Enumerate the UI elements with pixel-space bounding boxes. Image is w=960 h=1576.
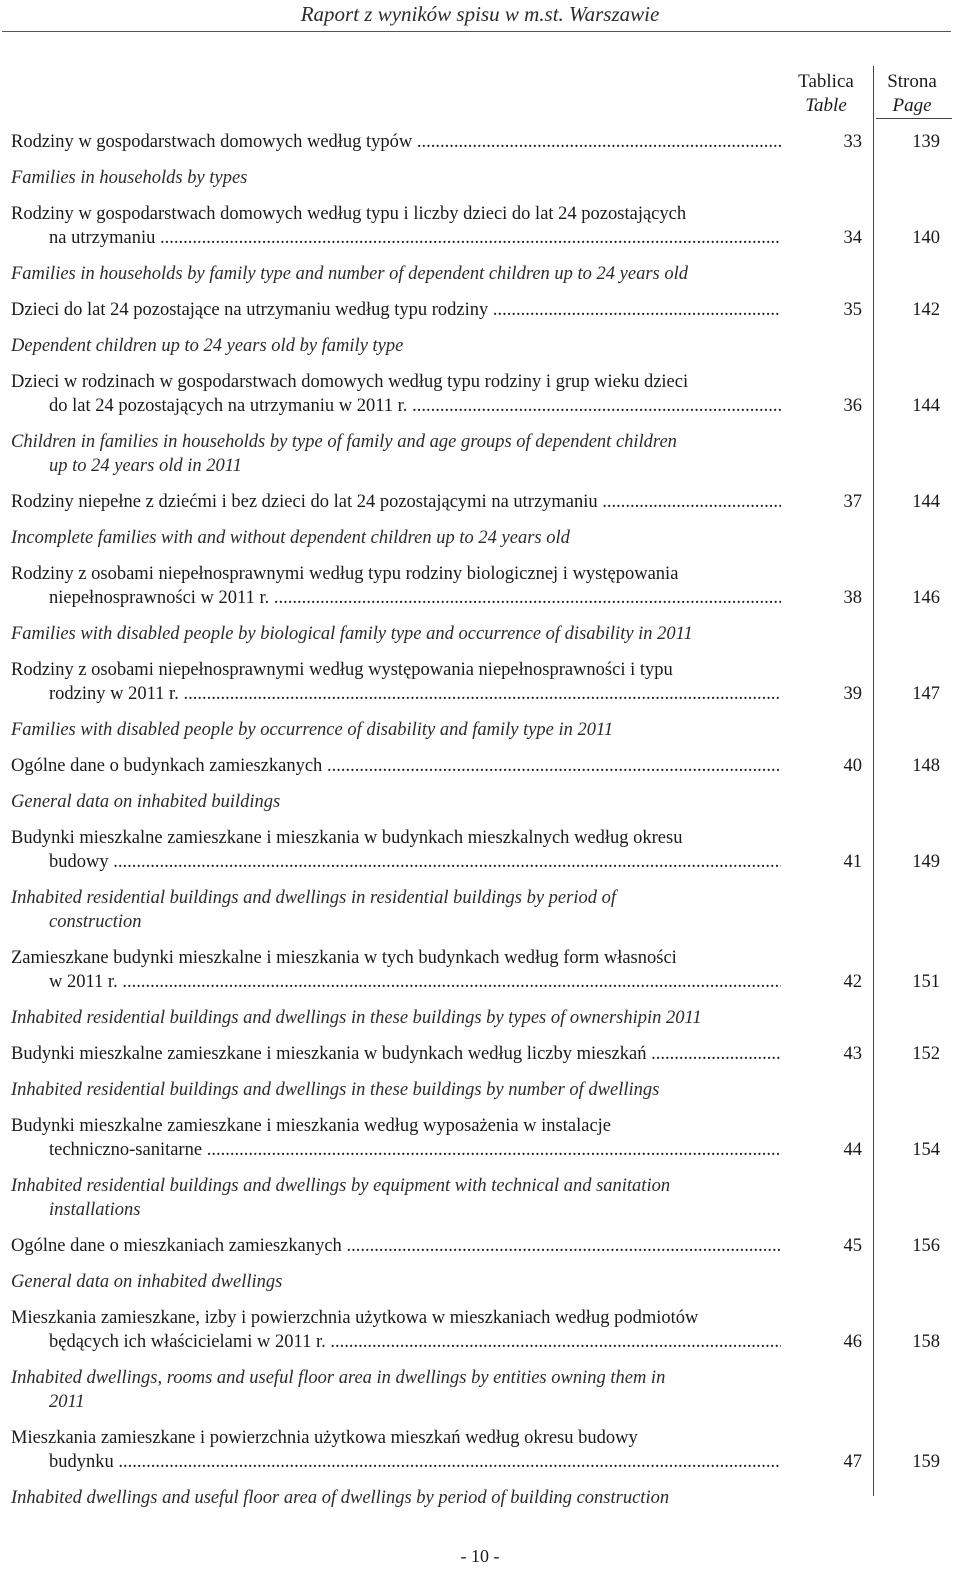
- toc-page-number: 144: [912, 492, 940, 512]
- column-header-table-pl: Tablica: [798, 71, 854, 92]
- toc-table-number: 43: [843, 1044, 862, 1064]
- toc-entry-english-line: General data on inhabited buildings: [11, 792, 281, 812]
- toc-entry: [11, 658, 951, 706]
- toc-table-number: 33: [843, 132, 862, 152]
- toc-entry: [11, 1426, 951, 1474]
- toc-entry-polish-line: w 2011 r. .....: [11, 970, 781, 994]
- toc-table-number: 45: [843, 1236, 862, 1256]
- toc-entry: [11, 370, 951, 418]
- toc-entry-polish-line: techniczno-sanitarne .....: [11, 1138, 781, 1162]
- toc-entry: [11, 562, 951, 610]
- toc-entry-english-line: Inhabited dwellings, rooms and useful floor area in dwellings by entities owning them in: [11, 1368, 666, 1388]
- toc-entry: [11, 490, 951, 514]
- toc-entry-polish-line: Dzieci w rodzinach w gospodarstwach domowych według typu rodziny i grup wieku dzieci: [11, 372, 689, 392]
- toc-entry-polish-line: Budynki mieszkalne zamieszkane i mieszkania w budynkach według liczby mieszkań .....: [11, 1042, 781, 1066]
- toc-table-number: 36: [843, 396, 862, 416]
- toc-entry-polish-title: [11, 298, 781, 322]
- toc-entry-polish-line: Rodziny z osobami niepełnosprawnymi według typu rodziny biologicznej i występowania: [11, 564, 679, 584]
- toc-entry: [11, 946, 951, 994]
- toc-entry-english-title: [11, 1174, 771, 1222]
- toc-entry-polish-line: budynku .....: [11, 1450, 781, 1474]
- toc-entry-polish-title: [11, 1306, 781, 1354]
- toc-table-number: 39: [843, 684, 862, 704]
- toc-table-number: 40: [843, 756, 862, 776]
- toc-entry: [11, 202, 951, 250]
- toc-entry-english-title: [11, 718, 771, 742]
- toc-entry-english-line: Families in households by types: [11, 168, 248, 188]
- toc-entry-polish-line: na utrzymaniu .....: [11, 226, 781, 250]
- toc-entry-polish-line: Ogólne dane o mieszkaniach zamieszkanych .....: [11, 1234, 781, 1258]
- toc-entry-polish-title: [11, 130, 781, 154]
- toc-entry-polish-title: [11, 826, 781, 874]
- toc-entry-english-title: [11, 334, 771, 358]
- toc-entry-polish-line: będących ich właścicielami w 2011 r. .....: [11, 1330, 781, 1354]
- toc-page-number: 142: [912, 300, 940, 320]
- toc-entry-polish-line: Dzieci do lat 24 pozostające na utrzymaniu według typu rodziny .....: [11, 298, 781, 322]
- toc-entry: [11, 298, 951, 322]
- toc-entry-english-line: Inhabited residential buildings and dwellings in residential buildings by period of: [11, 888, 616, 908]
- toc-entry-polish-title: [11, 1042, 781, 1066]
- toc-entry-polish-title: [11, 1114, 781, 1162]
- toc-entry-polish-line: Rodziny z osobami niepełnosprawnymi według występowania niepełnosprawności i typu: [11, 660, 673, 680]
- toc-entry: [11, 1306, 951, 1354]
- toc-entry-english-line: Inhabited residential buildings and dwellings in these buildings by number of dwellings: [11, 1080, 660, 1100]
- toc-table-number: 44: [843, 1140, 862, 1160]
- toc-table-number: 47: [843, 1452, 862, 1472]
- toc-entry-polish-title: [11, 562, 781, 610]
- toc-entry-english-title: [11, 886, 771, 934]
- toc-entry-english-title: [11, 1366, 771, 1414]
- toc-entry-english-title: [11, 526, 771, 550]
- column-header-table-en: Table: [805, 95, 847, 116]
- toc-table-number: 41: [843, 852, 862, 872]
- toc-page-number: 151: [912, 972, 940, 992]
- toc-entry-polish-line: budowy .....: [11, 850, 781, 874]
- toc-page-number: 149: [912, 852, 940, 872]
- column-header-page-pl: Strona: [887, 71, 937, 92]
- toc-entry-polish-line: rodziny w 2011 r. .....: [11, 682, 781, 706]
- toc-entry-polish-title: [11, 202, 781, 250]
- toc-table-number: 35: [843, 300, 862, 320]
- toc-entry-polish-line: Rodziny w gospodarstwach domowych według typu i liczby dzieci do lat 24 pozostających: [11, 204, 687, 224]
- toc-entry: [11, 1114, 951, 1162]
- toc-entry-polish-title: [11, 1426, 781, 1474]
- toc-entry: [11, 1234, 951, 1258]
- toc-page-number: 159: [912, 1452, 940, 1472]
- toc-page-number: 156: [912, 1236, 940, 1256]
- toc-page-number: 140: [912, 228, 940, 248]
- toc-entry-english-title: [11, 1270, 771, 1294]
- toc-entry-polish-line: Rodziny w gospodarstwach domowych według typów .....: [11, 130, 781, 154]
- toc-page-number: 158: [912, 1332, 940, 1352]
- toc-page-number: 139: [912, 132, 940, 152]
- toc-entry-english-title: [11, 1006, 771, 1030]
- toc-entry-english-line: Families with disabled people by biological family type and occurrence of disability in 2011: [11, 624, 693, 644]
- toc-entry-english-line: construction: [49, 912, 142, 932]
- toc-entry-polish-line: Budynki mieszkalne zamieszkane i mieszkania w budynkach mieszkalnych według okresu: [11, 828, 683, 848]
- toc-entry-english-title: [11, 790, 771, 814]
- toc-entry-polish-line: Rodziny niepełne z dziećmi i bez dzieci do lat 24 pozostającymi na utrzymaniu .....: [11, 490, 781, 514]
- toc-entry-english-line: Families with disabled people by occurrence of disability and family type in 2011: [11, 720, 614, 740]
- toc-table-number: 34: [843, 228, 862, 248]
- toc-entry-english-line: Families in households by family type and number of dependent children up to 24 years old: [11, 264, 689, 284]
- toc-page-number: 148: [912, 756, 940, 776]
- page-number: - 10 -: [460, 1546, 500, 1566]
- toc-page-number: 154: [912, 1140, 940, 1160]
- toc-entry-english-title: [11, 1486, 771, 1510]
- toc-entry-polish-title: [11, 658, 781, 706]
- toc-entry-english-title: [11, 622, 771, 646]
- report-title: Raport z wyników spisu w m.st. Warszawie: [300, 2, 660, 26]
- toc-entry-english-title: [11, 166, 771, 190]
- toc-entry-english-line: Children in families in households by type of family and age groups of dependent children: [11, 432, 677, 452]
- toc-entry-english-line: General data on inhabited dwellings: [11, 1272, 283, 1292]
- toc-entry-polish-line: Budynki mieszkalne zamieszkane i mieszkania według wyposażenia w instalacje: [11, 1116, 612, 1136]
- toc-table-number: 38: [843, 588, 862, 608]
- toc-entry-polish-title: [11, 1234, 781, 1258]
- toc-table-number: 46: [843, 1332, 862, 1352]
- toc-entry-polish-line: Ogólne dane o budynkach zamieszkanych .....: [11, 754, 781, 778]
- toc-entry-english-title: [11, 430, 771, 478]
- toc-entry-english-line: Inhabited residential buildings and dwellings in these buildings by types of ownershipin 2011: [11, 1008, 702, 1028]
- toc-page-number: 152: [912, 1044, 940, 1064]
- toc-entry-english-line: up to 24 years old in 2011: [49, 456, 242, 476]
- toc-entry-english-line: Dependent children up to 24 years old by family type: [11, 336, 404, 356]
- toc-entry: [11, 1042, 951, 1066]
- toc-entry-english-line: Inhabited dwellings and useful floor area of dwellings by period of building construction: [11, 1488, 670, 1508]
- toc-page-number: 146: [912, 588, 940, 608]
- toc-page-number: 144: [912, 396, 940, 416]
- toc-entry: [11, 754, 951, 778]
- toc-entry-english-title: [11, 262, 771, 286]
- toc-entry-english-title: [11, 1078, 771, 1102]
- toc-entry-polish-title: [11, 490, 781, 514]
- toc-entry: [11, 826, 951, 874]
- toc-entry: [11, 130, 951, 154]
- toc-entry-polish-line: do lat 24 pozostających na utrzymaniu w 2011 r. .....: [11, 394, 781, 418]
- toc-entry-polish-line: niepełnosprawności w 2011 r. .....: [11, 586, 781, 610]
- toc-entry-polish-title: [11, 370, 781, 418]
- toc-table-number: 42: [843, 972, 862, 992]
- toc-entry-polish-line: Mieszkania zamieszkane, izby i powierzchnia użytkowa w mieszkaniach według podmiotów: [11, 1308, 699, 1328]
- toc-entry-polish-title: [11, 754, 781, 778]
- toc-entry-english-line: Inhabited residential buildings and dwellings by equipment with technical and sanitation: [11, 1176, 671, 1196]
- column-header-page-en: Page: [892, 95, 932, 116]
- toc-page-number: 147: [912, 684, 940, 704]
- toc-entry-polish-line: Zamieszkane budynki mieszkalne i mieszkania w tych budynkach według form własności: [11, 948, 677, 968]
- toc-table-number: 37: [843, 492, 862, 512]
- toc-entry-polish-title: [11, 946, 781, 994]
- toc-entry-english-line: installations: [49, 1200, 141, 1220]
- toc-entry-english-line: Incomplete families with and without dependent children up to 24 years old: [11, 528, 570, 548]
- toc-entry-polish-line: Mieszkania zamieszkane i powierzchnia użytkowa mieszkań według okresu budowy: [11, 1428, 638, 1448]
- toc-entry-english-line: 2011: [49, 1392, 85, 1412]
